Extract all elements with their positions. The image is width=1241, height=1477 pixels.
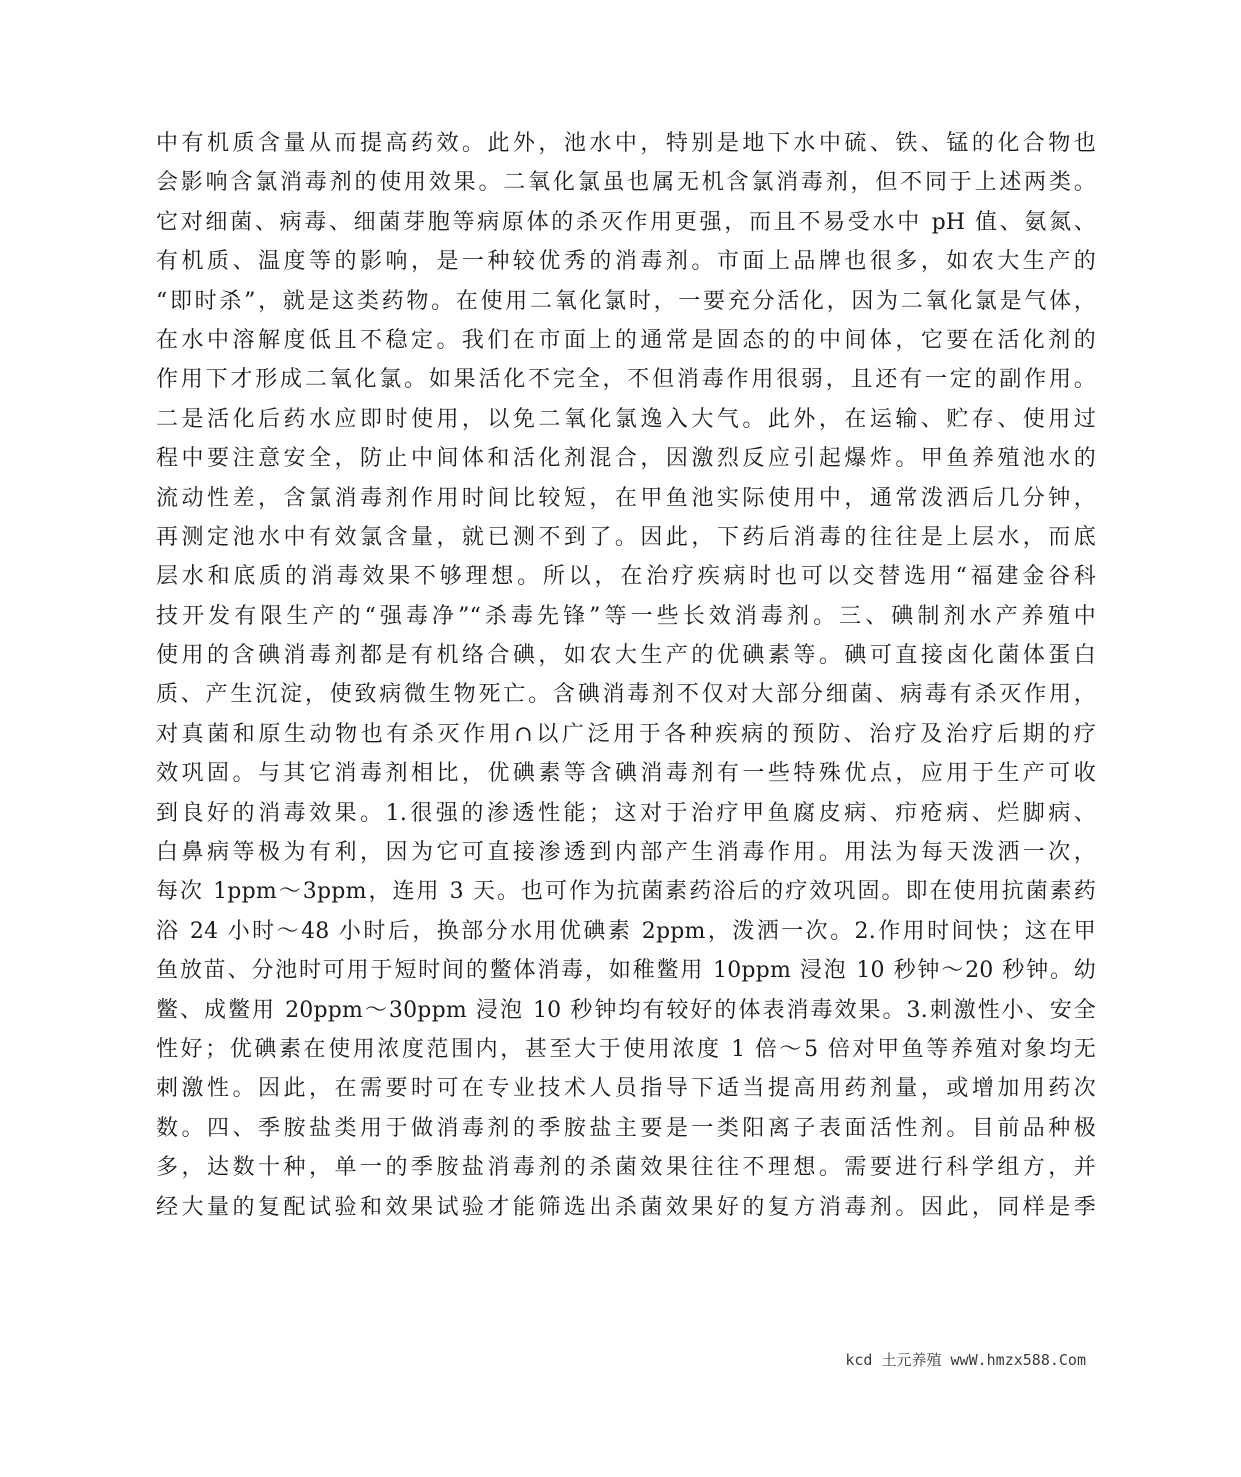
text-line: 性好；优碘素在使用浓度范围内，甚至大于使用浓度 1 倍～5 倍对甲鱼等养殖对象均无	[156, 1036, 1096, 1062]
text-line: 作用下才形成二氧化氯。如果活化不完全，不但消毒作用很弱，且还有一定的副作用。	[156, 367, 1096, 393]
text-line: 使用的含碘消毒剂都是有机络合碘，如农大生产的优碘素等。碘可直接卤化菌体蛋白	[156, 643, 1096, 669]
text-line: 鱼放苗、分池时可用于短时间的鳖体消毒，如稚鳖用 10ppm 浸泡 10 秒钟～20 秒钟。幼	[156, 958, 1096, 984]
text-line: 在水中溶解度低且不稳定。我们在市面上的通常是固态的的中间体，它要在活化剂的	[156, 327, 1096, 353]
text-line: “即时杀”，就是这类药物。在使用二氧化氯时，一要充分活化，因为二氧化氯是气体，	[156, 288, 1096, 314]
text-line: 技开发有限生产的“强毒净”“杀毒先锋”等一些长效消毒剂。三、碘制剂水产养殖中	[156, 603, 1096, 629]
page-footer: kcd 土元养殖 wwW.hmzx588.Com	[845, 1351, 1086, 1369]
text-line: 对真菌和原生动物也有杀灭作用∩以广泛用于各种疾病的预防、治疗及治疗后期的疗	[156, 721, 1096, 747]
text-line: 到良好的消毒效果。1.很强的渗透性能；这对于治疗甲鱼腐皮病、疖疮病、烂脚病、	[156, 800, 1096, 826]
text-line: 程中要注意安全，防止中间体和活化剂混合，因激烈反应引起爆炸。甲鱼养殖池水的	[156, 446, 1096, 472]
text-line: 每次 1ppm～3ppm，连用 3 天。也可作为抗菌素药浴后的疗效巩固。即在使用抗菌素药	[156, 879, 1096, 905]
text-line: 流动性差，含氯消毒剂作用时间比较短，在甲鱼池实际使用中，通常泼洒后几分钟，	[156, 485, 1096, 511]
text-line: 白鼻病等极为有利，因为它可直接渗透到内部产生消毒作用。用法为每天泼洒一次，	[156, 840, 1096, 866]
text-line: 效巩固。与其它消毒剂相比，优碘素等含碘消毒剂有一些特殊优点，应用于生产可收	[156, 761, 1096, 787]
text-line: 有机质、温度等的影响，是一种较优秀的消毒剂。市面上品牌也很多，如农大生产的	[156, 249, 1096, 275]
text-line: 它对细菌、病毒、细菌芽胞等病原体的杀灭作用更强，而且不易受水中 pH 值、氨氮、	[156, 209, 1096, 235]
text-line: 鳖、成鳖用 20ppm～30ppm 浸泡 10 秒钟均有较好的体表消毒效果。3.刺激性小、安全	[156, 997, 1096, 1023]
text-line: 中有机质含量从而提高药效。此外，池水中，特别是地下水中硫、铁、锰的化合物也	[156, 131, 1096, 156]
text-line: 经大量的复配试验和效果试验才能筛选出杀菌效果好的复方消毒剂。因此，同样是季	[156, 1194, 1096, 1220]
text-line: 多，达数十种，单一的季胺盐消毒剂的杀菌效果往往不理想。需要进行科学组方，并	[156, 1155, 1096, 1181]
text-line: 刺激性。因此，在需要时可在专业技术人员指导下适当提高用药剂量，或增加用药次	[156, 1076, 1096, 1102]
text-line: 会影响含氯消毒剂的使用效果。二氧化氯虽也属无机含氯消毒剂，但不同于上述两类。	[156, 170, 1096, 196]
text-line: 质、产生沉淀，使致病微生物死亡。含碘消毒剂不仅对大部分细菌、病毒有杀灭作用，	[156, 682, 1096, 708]
text-line: 层水和底质的消毒效果不够理想。所以，在治疗疾病时也可以交替选用“福建金谷科	[156, 564, 1096, 590]
text-line: 二是活化后药水应即时使用，以免二氧化氯逸入大气。此外，在运输、贮存、使用过	[156, 406, 1096, 432]
text-line: 再测定池水中有效氯含量，就已测不到了。因此，下药后消毒的往往是上层水，而底	[156, 524, 1096, 550]
text-line: 浴 24 小时～48 小时后，换部分水用优碘素 2ppm，泼洒一次。2.作用时间快；这在甲	[156, 918, 1096, 944]
text-line: 数。四、季胺盐类用于做消毒剂的季胺盐主要是一类阳离子表面活性剂。目前品种极	[156, 1115, 1096, 1141]
body-text	[156, 124, 1096, 1227]
